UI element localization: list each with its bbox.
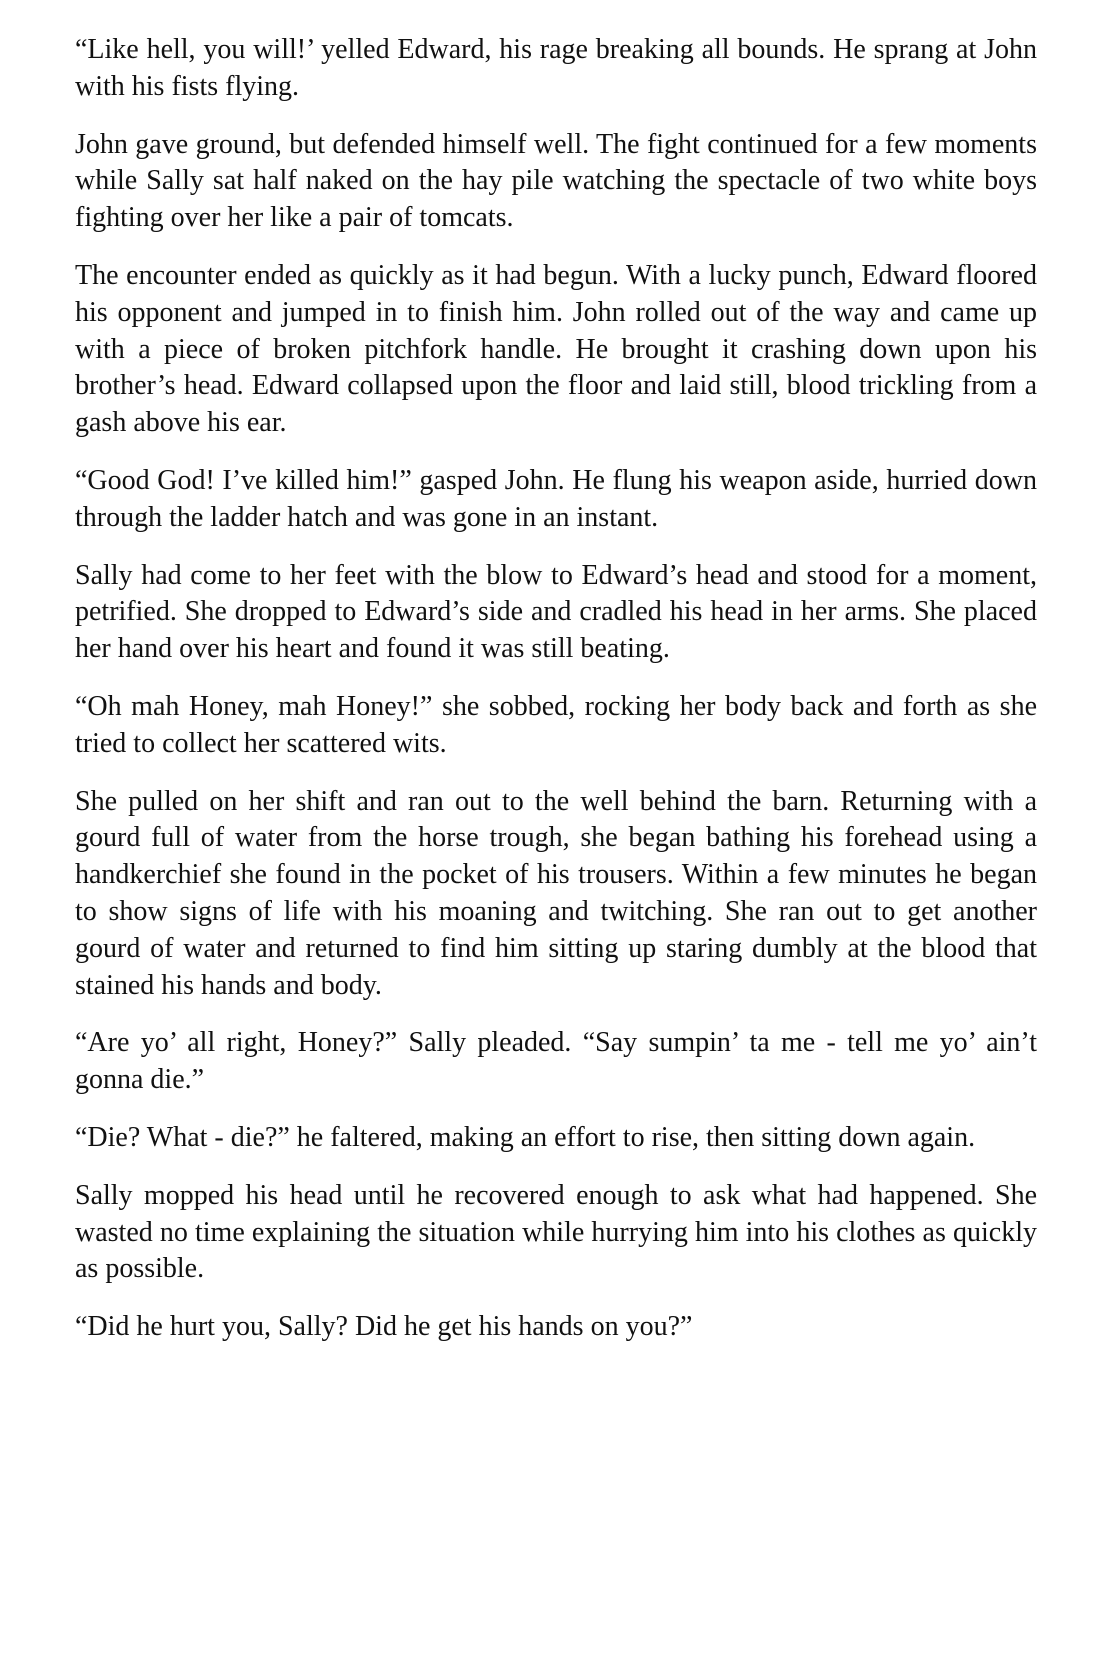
paragraph: The encounter ended as quickly as it had begun. With a lucky punch, Edward floored his opponent and jumped in to finish him. John rolled out of the way and came up with a piece of broken pitchfork handle. He brought it crashing down upon his brother’s head. Edward collapsed upon the floor and laid still, blood trickling from a gash above his ear. <box>75 259 1037 439</box>
paragraph: “Good God! I’ve killed him!” gasped John. He flung his weapon aside, hurried down through the ladder hatch and was gone in an instant. <box>75 464 1037 533</box>
paragraph: John gave ground, but defended himself well. The fight continued for a few moments while Sally sat half naked on the hay pile watching the spectacle of two white boys fighting over her like a pair of tomcats. <box>75 128 1037 234</box>
paragraph: “Did he hurt you, Sally? Did he get his hands on you?” <box>75 1311 693 1343</box>
paragraph: “Die? What - die?” he faltered, making an effort to rise, then sitting down again. <box>75 1121 976 1153</box>
paragraph: “Are yo’ all right, Honey?” Sally pleaded. “Say sumpin’ ta me - tell me yo’ ain’t gonna die.” <box>75 1027 1037 1096</box>
paragraph: “Oh mah Honey, mah Honey!” she sobbed, rocking her body back and forth as she tried to collect her scattered wits. <box>75 690 1037 759</box>
paragraph: Sally mopped his head until he recovered enough to ask what had happened. She wasted no time explaining the situation while hurrying him into his clothes as quickly as possible. <box>75 1179 1037 1285</box>
paragraph: She pulled on her shift and ran out to the well behind the barn. Returning with a gourd full of water from the horse trough, she began bathing his forehead using a handkerchief she found in the pocket of his trousers. Within a few minutes he began to show signs of life with his moaning and twitching. She ran out to get another gourd of water and returned to find him sitting up staring dumbly at the blood that stained his hands and body. <box>75 785 1037 1001</box>
paragraph: Sally had come to her feet with the blow to Edward’s head and stood for a moment, petrified. She dropped to Edward’s side and cradled his head in her arms. She placed her hand over his heart and found it was still beating. <box>75 559 1037 665</box>
page-body <box>75 32 1037 1367</box>
paragraph: “Like hell, you will!’ yelled Edward, his rage breaking all bounds. He sprang at John with his fists flying. <box>75 34 1037 102</box>
